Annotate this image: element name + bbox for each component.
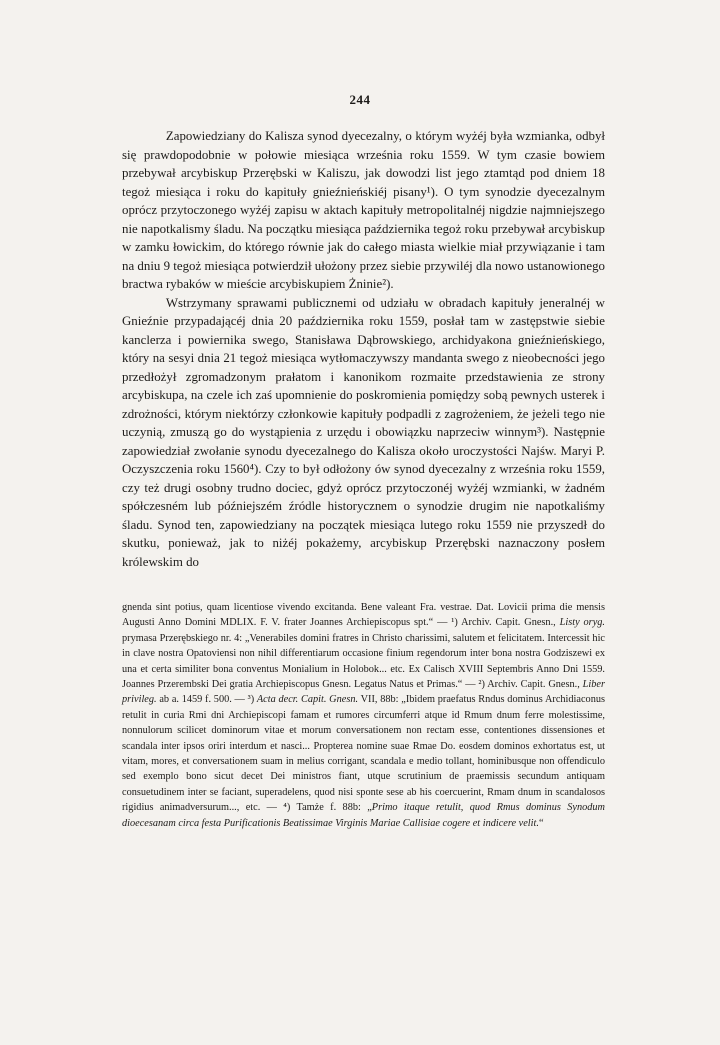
footnote-source-italic: Acta decr. Capit. Gnesn. xyxy=(256,694,359,706)
footnote-block xyxy=(122,600,605,831)
footnote-text: gnenda sint potius, quam licentiose vivendo excitanda. Bene valeant Fra. vestrae. Dat. Lovicii prima die mensis Augusti Anno Domini MDLIX. F. V. frater Joannes Archiepiscopus spt.“ — ¹) Archiv. Capit. Gnesn., xyxy=(122,602,605,629)
footnote-quote-italic: Primo itaque retulit, quod Rmus dominus Synodum dioecesanam circa festa Purificationis Beatissimae Virginis Mariae Callisiae cogere et indicere velit. xyxy=(122,802,605,829)
page-number: 244 xyxy=(349,92,371,107)
footnote-source-italic: Liber privileg. xyxy=(122,679,605,706)
footnote-text: ab a. 1459 f. 500. — ³) xyxy=(156,694,257,706)
main-text xyxy=(122,127,605,571)
paragraph-synod-kalisz: Zapowiedziany do Kalisza synod dyecezalny, o którym wyżéj była wzmianka, odbył się prawdopodobnie w połowie miesiąca września roku 1559. W tym czasie bowiem przebywał arcybiskup Przerębski w Kaliszu, jak dowodzi list jego ztamtąd pod dniem 18 tegoż miesiąca i roku do kapituły gnieźnieńskiéj pisany¹). O tym synodzie dyecezalnym oprócz przytoczonego wyżéj zapisu w aktach kapituły metropolitalnéj nigdzie najmniejszego nie napotkalismy śladu. Na początku miesiąca października tegoż roku przebywał arcybiskup w zamku łowickim, do którego równie jak do całego miasta wielkie miał przywiązanie i tam na dniu 9 tegoż miesiąca potwierdził ułożony przez siebie przywiléj dla nowo ustanowionego bractwa rybaków w mieście arcybiskupiem Żninie²). xyxy=(122,129,605,291)
paragraph-general-chapter: Wstrzymany sprawami publicznemi od udziału w obradach kapituły jeneralnéj w Gnieźnie przypadającéj dnia 20 października roku 1559, posłał tam w zastępstwie siebie kanclerza i powiernika swego, Stanisława Dąbrowskiego, archidyakona gnieźnieńskiego, który na sesyi dnia 21 tegoż miesiąca wytłomaczywszy mandanta swego z nieobecności jego przedłożył zgromadzonym prałatom i kanonikom rozmaite przedstawienia ze strony arcybiskupa, na czele ich zaś upomnienie do poskromienia pomiędzy sobą pewnych usterek i zdrożności, którym niektórzy członkowie kapituły podpadli z zagrożeniem, że jeżeli tego nie uczynią, zmuszą go do wystąpienia z urzędu i obowiązku naprzeciw winnym³). Następnie zapowiedział zwołanie synodu dyecezalnego do Kalisza około uroczystości Najśw. Maryi P. Oczyszczenia roku 1560⁴). Czy to był odłożony ów synod dyecezalny z września roku 1559, czy też drugi osobny trudno dociec, gdyż oprócz przytoczonéj wyżéj wzmianki, w żadném spółczesném lub późniejszém źródle historycznem o synodzie drugim nie napotkaliśmy śladu. Synod ten, zapowiedziany na początek miesiąca lutego roku 1559 nie przyszedł do skutku, ponieważ, jak to niżéj pokażemy, arcybiskup Przerębski naznaczony posłem królewskim do xyxy=(122,295,605,569)
footnote-text: VII, 88b: „Ibidem praefatus Rndus dominus Archidiaconus retulit in curia Rmi dni Archiepiscopi famam et rumores circumferri atque id Rmum dnum ferre molestissime, nonnulorum scilicet dominorum vitae et morum conversationem non rectam esse, contentiones dissensiones et scandala inter ipsos oriri interdum et nasci... Propterea nomine suae Rmae Do. eosdem dominos exhortatus est, ut vitam, mores, et conversationem suam in melius corrigant, scandala e medio tollant, hominibusque non offendiculo sed exemplo bono sicut decet Dei ministros fiant, utque scrutinium de praemissis secundum antiquam consuetudinem inter se faciant, superadelens, quod nisi sponte sese ab his coercuerint, Rmam dnum in scandalosos rigidius animadversurum..., etc. — ⁴) Tamże f. 88b: „ xyxy=(122,694,606,814)
footnote-text: prymasa Przerębskiego nr. 4: „Venerabiles domini fratres in Christo charissimi, salutem et felicitatem. Intercessit hic in clave nostra Opatoviensi non nihil differentiarum occasione finium regendorum inter bona nostra Godziszewi ex una et certa similiter bona conventus Monialium in Holobok... etc. Ex Calisch XVIII Septembris Anno Dni 1559. Joannes Przerembski Dei gratia Archiepiscopus Gnesn. Legatus Natus et Primas.“ — ²) Archiv. Capit. Gnesn., xyxy=(122,632,605,691)
footnote-text: “ xyxy=(538,817,544,829)
footnotes xyxy=(122,600,605,831)
footnote-source-italic: Listy oryg. xyxy=(559,617,605,629)
